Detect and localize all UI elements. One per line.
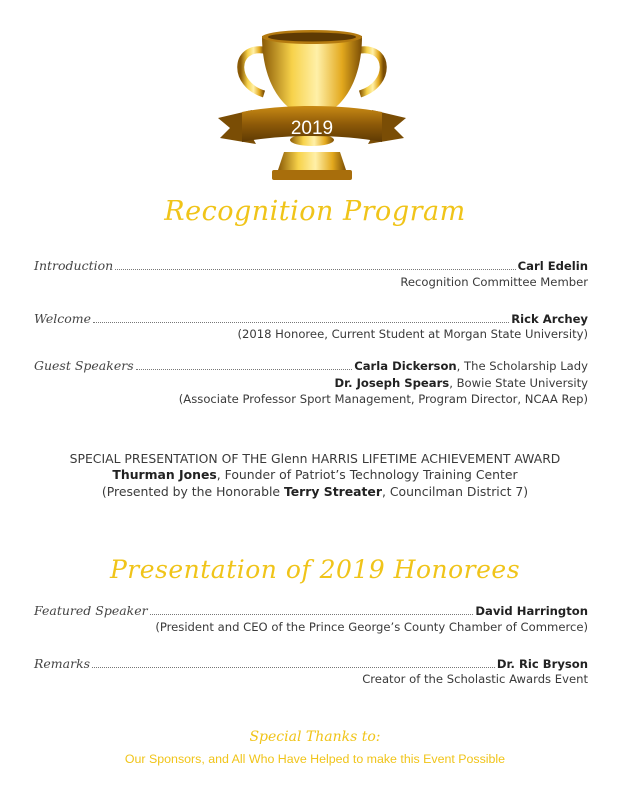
special-heading: SPECIAL PRESENTATION OF THE Glenn HARRIS LIFETIME ACHIEVEMENT AWARD [69,451,561,466]
thanks-text: Our Sponsors, and All Who Have Helped to make this Event Possible [124,752,506,766]
speaker-name: David Harrington [475,604,588,618]
dot-leader [115,268,515,270]
role-label: Remarks [34,656,91,671]
speaker-line [334,376,588,390]
dot-leader [150,613,474,615]
presenter-line [0,484,630,499]
page-title: Recognition Program [164,196,466,227]
role-label: Guest Speakers [34,358,134,373]
trophy-year: 2019 [290,118,334,139]
speaker-detail: Recognition Committee Member [400,275,588,289]
section-title: Presentation of 2019 Honorees [109,555,521,584]
presenter-prefix: (Presented by the Honorable [101,484,284,499]
speaker-detail: Creator of the Scholastic Awards Event [362,672,588,686]
dot-leader [93,321,509,323]
speaker-detail: (Associate Professor Sport Management, Program Director, NCAA Rep) [178,392,588,406]
trophy-icon [212,22,412,187]
speaker-affiliation: , Bowie State University [449,376,588,390]
role-label: Featured Speaker [34,603,148,618]
speaker-name: Rick Archey [511,312,588,326]
program-row [34,603,588,618]
speaker-name: Carla Dickerson [354,359,457,373]
speaker-affiliation: , The Scholarship Lady [456,359,588,373]
thanks-heading: Special Thanks to: [249,729,381,745]
awardee-detail: , Founder of Patriot’s Technology Training Center [216,467,518,482]
role-label: Welcome [34,311,92,326]
awardee-name: Thurman Jones [112,467,217,482]
speaker-name: Dr. Joseph Spears [334,376,450,390]
speaker-name: Dr. Ric Bryson [496,657,588,671]
presenter-name: Terry Streater [283,484,382,499]
program-row [34,656,588,671]
program-row [34,358,588,373]
dot-leader [92,666,495,668]
program-row [34,311,588,326]
speaker-name: Carl Edelin [517,259,588,273]
presenter-suffix: , Councilman District 7) [381,484,529,499]
speaker-detail: (2018 Honoree, Current Student at Morgan State University) [237,327,588,341]
speaker-detail: (President and CEO of the Prince George’s County Chamber of Commerce) [155,620,588,634]
dot-leader [136,368,353,370]
role-label: Introduction [34,258,114,273]
program-row [34,258,588,273]
awardee-line [0,467,630,482]
